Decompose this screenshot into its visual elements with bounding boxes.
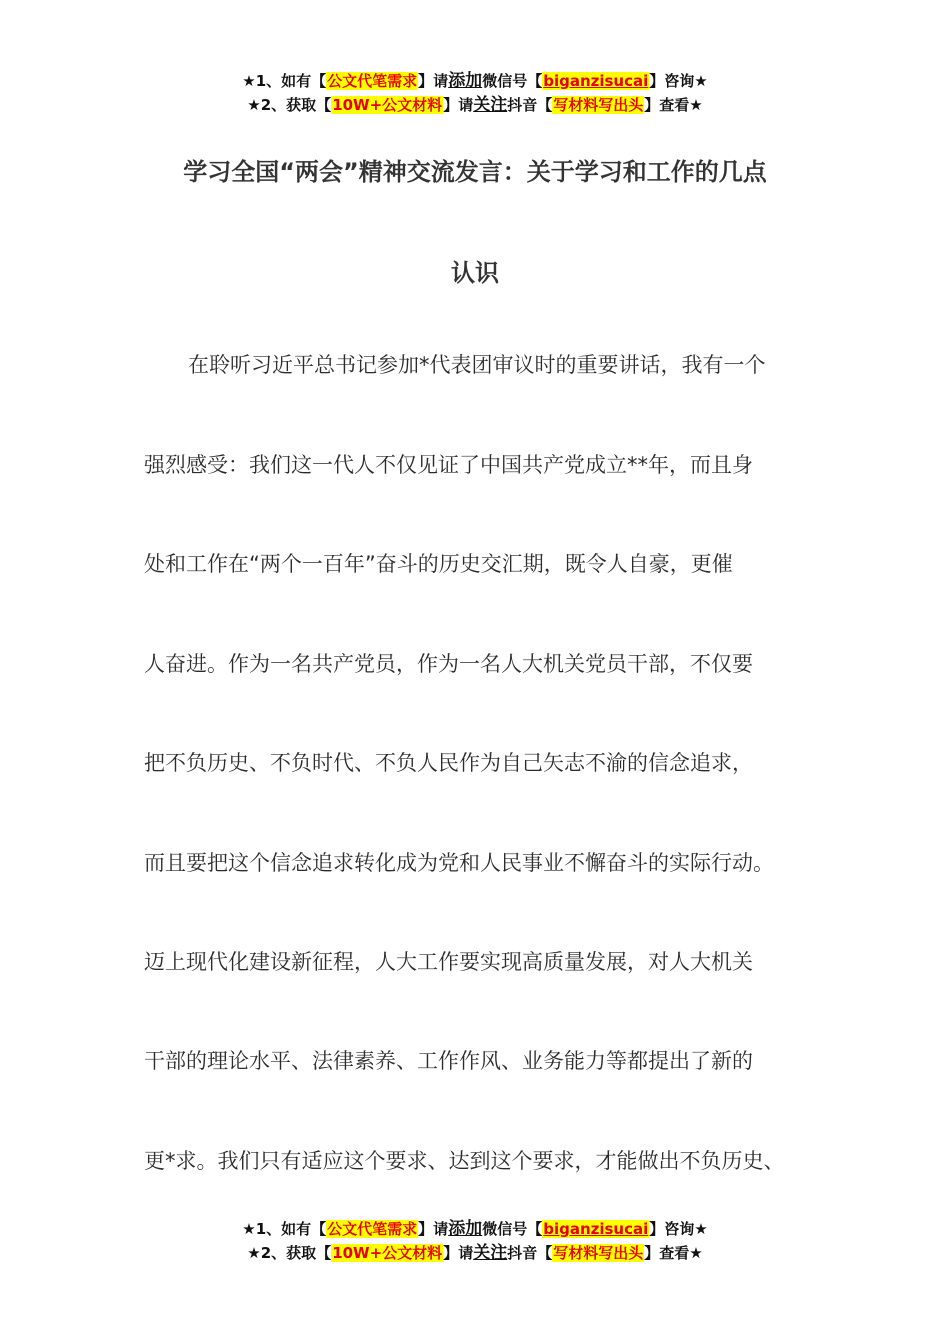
- promo-douyin-account[interactable]: 写材料写出头: [553, 96, 644, 114]
- body-line-1: 在聆听习近平总书记参加*代表团审议时的重要讲话，我有一个: [188, 353, 766, 377]
- body-line-4: 人奋进。作为一名共产党员，作为一名人大机关党员干部，不仅要: [144, 652, 753, 676]
- promo-emphasis-follow: 关注: [473, 1243, 508, 1263]
- body-line-9: 更*求。我们只有适应这个要求、达到这个要求，才能做出不负历史、: [144, 1149, 785, 1173]
- promo-line-1: ★1、如有【公文代笔需求】请添加微信号【biganzisucai】咨询★: [242, 1219, 708, 1239]
- body-line-6: 而且要把这个信念追求转化成为党和人民事业不懈奋斗的实际行动。: [144, 851, 774, 875]
- promo-emphasis-add: 添加: [448, 71, 483, 91]
- body-line-5: 把不负历史、不负时代、不负人民作为自己矢志不渝的信念追求，: [144, 751, 753, 775]
- promo-highlight-service: 公文代笔需求: [327, 1220, 418, 1238]
- document-title-line-1: 学习全国“两会”精神交流发言：关于学习和工作的几点: [183, 158, 767, 186]
- promo-highlight-materials: 10W+公文材料: [332, 96, 443, 114]
- document-title-line-2: 认识: [451, 259, 499, 287]
- promo-line-2: ★2、获取【10W+公文材料】请关注抖音【写材料写出头】查看★: [247, 1243, 703, 1263]
- body-line-8: 干部的理论水平、法律素养、工作作风、业务能力等都提出了新的: [144, 1049, 753, 1073]
- promo-line-1: ★1、如有【公文代笔需求】请添加微信号【biganzisucai】咨询★: [242, 71, 708, 91]
- promo-emphasis-follow: 关注: [473, 95, 508, 115]
- promo-line-2: ★2、获取【10W+公文材料】请关注抖音【写材料写出头】查看★: [247, 95, 703, 115]
- promo-wechat-id[interactable]: biganzisucai: [543, 72, 649, 90]
- promo-footer-bottom: [0, 1217, 950, 1265]
- body-line-2: 强烈感受：我们这一代人不仅见证了中国共产党成立**年，而且身: [144, 453, 753, 477]
- body-line-7: 迈上现代化建设新征程，人大工作要实现高质量发展，对人大机关: [144, 950, 753, 974]
- promo-highlight-service: 公文代笔需求: [327, 72, 418, 90]
- promo-wechat-id[interactable]: biganzisucai: [543, 1220, 649, 1238]
- body-line-3: 处和工作在“两个一百年”奋斗的历史交汇期，既令人自豪，更催: [144, 552, 733, 576]
- promo-douyin-account[interactable]: 写材料写出头: [553, 1244, 644, 1262]
- promo-highlight-materials: 10W+公文材料: [332, 1244, 443, 1262]
- promo-emphasis-add: 添加: [448, 1219, 483, 1239]
- promo-header-top: [0, 69, 950, 117]
